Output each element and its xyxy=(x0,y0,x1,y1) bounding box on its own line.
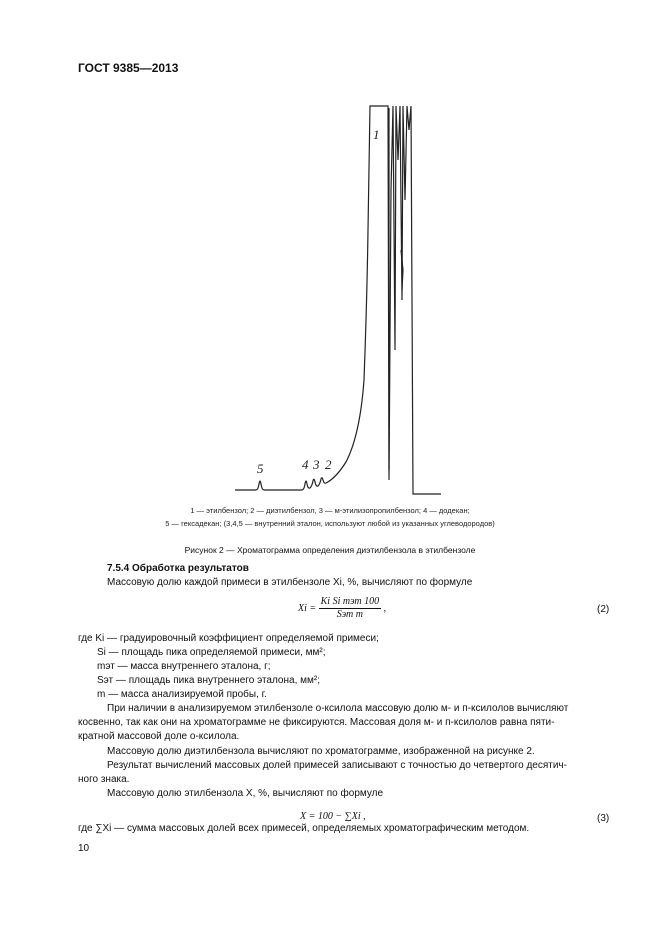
where-item-1: где Ki — градуировочный коэффициент определяемой примеси; xyxy=(78,633,379,644)
document-header: ГОСТ 9385—2013 xyxy=(78,61,179,75)
formula-3: X = 100 − ∑Xi , xyxy=(300,811,366,822)
where-item-2: Si — площадь пика определяемой примеси, мм²; xyxy=(97,647,326,658)
peak-label-5: 5 xyxy=(257,461,264,476)
baseline-trace xyxy=(235,106,441,494)
paragraph-5: Массовую долю этилбензола X, %, вычисляют по формуле xyxy=(107,788,384,799)
formula-2-tail: , xyxy=(383,602,387,614)
paragraph-4-line1: Результат вычислений массовых долей примесей записывают с точностью до четвертого десятич- xyxy=(107,760,567,771)
paragraph-1: Массовую долю каждой примеси в этилбензоле Xi, %, вычисляют по формуле xyxy=(107,577,473,588)
formula-2-denominator: Sэт m xyxy=(336,609,363,620)
paragraph-4-line2: ного знака. xyxy=(78,774,130,785)
equation-number-2: (2) xyxy=(597,604,610,615)
where-item-3: mэт — масса внутреннего эталона, г; xyxy=(97,661,271,672)
where-formula-3: где ∑Xi — сумма массовых долей всех примесей, определяемых хроматографическим методом. xyxy=(78,823,530,834)
where-item-4: Sэт — площадь пика внутреннего эталона, мм²; xyxy=(97,675,320,686)
where-item-5: m — масса анализируемой пробы, г. xyxy=(97,689,267,700)
paragraph-2-line1: При наличии в анализируемом этилбензоле о-ксилола массовую долю м- и п-ксилолов вычисляют xyxy=(107,703,569,714)
paragraph-2-line2: косвенно, так как они на хроматограмме не фиксируются. Массовая доля м- и п-ксилолов равна пяти- xyxy=(78,717,555,728)
equation-number-3: (3) xyxy=(597,813,610,824)
figure-legend-line1: 1 — этилбензол; 2 — диэтилбензол, 3 — м-этилизопропилбензол; 4 — додекан; xyxy=(190,506,470,515)
formula-2 xyxy=(298,596,386,621)
peak-label-3: 3 xyxy=(313,457,320,472)
formula-2-numerator: Ki Si mэт 100 xyxy=(320,596,380,607)
peak-label-4: 4 xyxy=(302,457,309,472)
peak-label-2: 2 xyxy=(325,457,332,472)
formula-2-lhs: Xi = xyxy=(298,602,317,614)
figure-caption: Рисунок 2 — Хроматограмма определения диэтилбензола в этилбензоле xyxy=(184,545,476,555)
paragraph-2-line3: кратной массовой доле о-ксилола. xyxy=(78,731,240,742)
figure-legend-line2: 5 — гексадекан; (3,4,5 — внутренний эталон, используют любой из указанных углеводородов) xyxy=(165,519,495,528)
section-title: 7.5.4 Обработка результатов xyxy=(107,563,249,574)
page-number: 10 xyxy=(78,843,90,854)
paragraph-3: Массовую долю диэтилбензола вычисляют по хроматограмме, изображенной на рисунке 2. xyxy=(107,746,535,757)
peak-label-1: 1 xyxy=(373,127,380,142)
formula-2-fraction xyxy=(319,596,381,621)
